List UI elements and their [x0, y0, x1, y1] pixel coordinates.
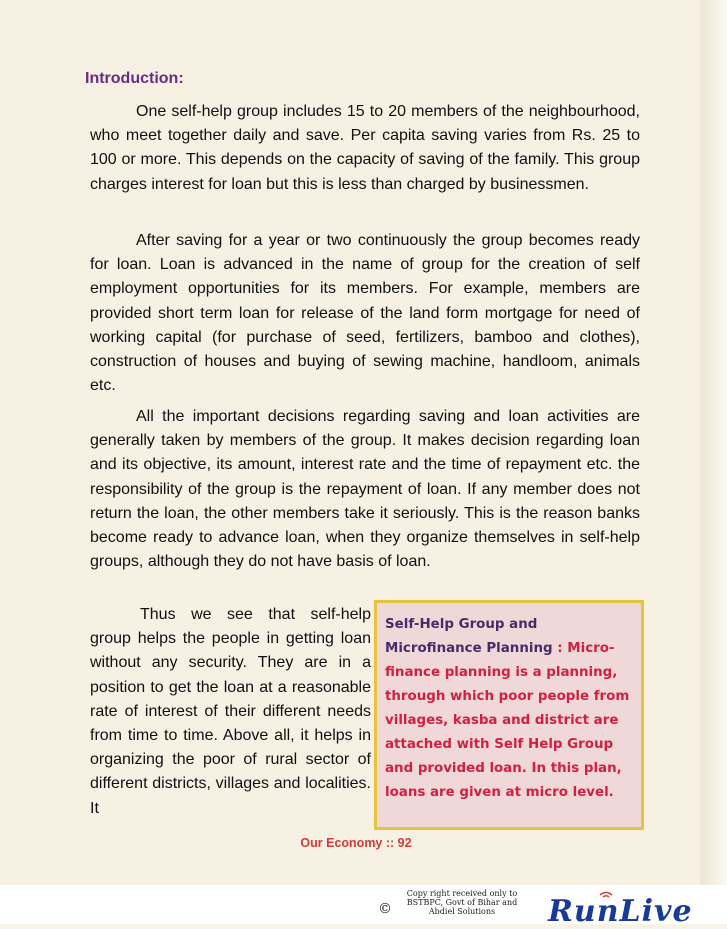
callout-separator: : [552, 641, 568, 656]
microfinance-callout-box [374, 600, 644, 830]
page-edge [700, 0, 727, 924]
copyright-line-3: Abdiel Solutions [428, 907, 496, 916]
wifi-icon [598, 890, 614, 900]
copyright-icon: © [378, 901, 392, 917]
callout-heading: Self-Help Group and Microfinance Planning [385, 617, 553, 656]
brand-logo: RunLive [548, 894, 693, 929]
paragraph-3-text: All the important decisions regarding saving and loan activities are generally taken by members of the group. It makes decision regarding loan and its objective, its amount, interest rate and the time of repayment etc. the responsibility of the group is the repayment of loan. If any member does not return the loan, the other members take it seriously. This is the reason banks become ready to advance loan, when they organize themselves in self-help groups, although they do not have basis of loan. [90, 408, 640, 571]
paragraph-1 [90, 100, 640, 197]
footer-text: Our Economy :: 92 [300, 836, 412, 850]
paragraph-4-text: Thus we see that self-help group helps the people in getting loan without any security. They are in a position to get the loan at a reasonable rate of interest of their different needs from time to time. Above all, it helps in organizing the poor of rural sector of different districts, villages and localities. It [90, 606, 371, 817]
paragraph-2 [90, 229, 640, 398]
page-footer [0, 836, 727, 850]
copyright-line-2: BSTBPC, Govt of Bihar and [406, 898, 518, 907]
paragraph-1-text: One self-help group includes 15 to 20 members of the neighbourhood, who meet together daily and save. Per capita saving varies from Rs. 25 to 100 or more. This depends on the capacity of saving of the family. This group charges interest for loan but this is less than charged by businessmen. [90, 103, 640, 193]
paragraph-4 [90, 603, 371, 821]
section-heading: Introduction: [85, 70, 184, 87]
paragraph-3 [90, 405, 640, 574]
paragraph-2-text: After saving for a year or two continuously the group becomes ready for loan. Loan is advanced in the name of group for the creation of self employment opportunities for its members. For example, members are provided short term loan for release of the land form mortgage for need of working capital (for purchase of seed, fertilizers, bamboo and clothes), construction of houses and buying of sewing machine, handloom, animals etc. [90, 232, 640, 395]
callout-body: Micro-finance planning is a planning, through which poor people from villages, kasba and district are attached with Self Help Group and provided loan. In this plan, loans are given at micro level. [385, 641, 630, 800]
copyright-line-1: Copy right received only to [406, 889, 518, 898]
